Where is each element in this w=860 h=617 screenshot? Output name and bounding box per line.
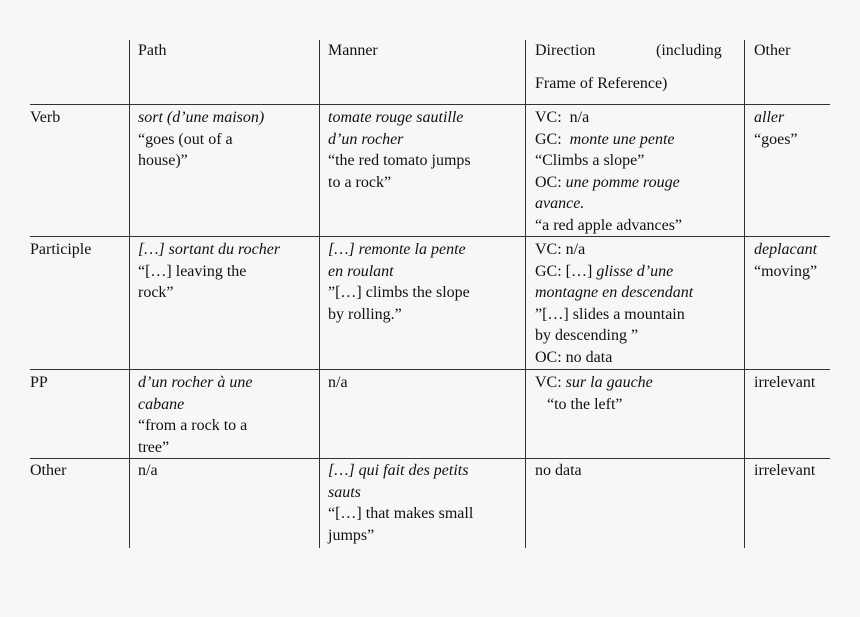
cell-line	[754, 129, 798, 151]
cell-line-text: une pomme rouge	[565, 173, 680, 191]
cell-line	[328, 261, 470, 283]
cell-line	[535, 372, 653, 394]
cell-line-text: […] sortant du rocher	[138, 241, 281, 258]
cell-line-text: “the red tomato jumps	[328, 152, 471, 169]
cell-line	[328, 372, 348, 394]
cell-line	[138, 415, 253, 437]
cell-manner	[328, 107, 471, 193]
cell-line-text: tomate rouge sautille	[328, 109, 464, 126]
row-divider-header	[30, 104, 830, 105]
cell-line	[138, 282, 280, 304]
cell-other	[754, 372, 815, 394]
cell-line	[328, 150, 471, 172]
cell-line-prefix	[535, 396, 547, 413]
cell-line-text: to a rock”	[328, 173, 392, 191]
cell-line	[328, 282, 470, 304]
cell-line	[535, 347, 693, 369]
cell-line	[535, 282, 693, 304]
cell-line-prefix: GC: […]	[535, 262, 597, 280]
cell-line	[535, 107, 682, 129]
cell-line-text: deplacant	[754, 241, 818, 258]
cell-manner	[328, 239, 470, 325]
cell-line-text: n/a	[328, 374, 348, 391]
cell-line	[328, 239, 470, 261]
cell-line-text: en roulant	[328, 262, 394, 280]
cell-line	[754, 107, 798, 129]
cell-line	[328, 503, 473, 525]
cell-line	[535, 150, 682, 172]
cell-line	[535, 129, 682, 151]
cell-line-text: “goes (out of a	[138, 130, 233, 148]
cell-line-text: no data	[535, 462, 582, 479]
cell-line	[754, 261, 817, 283]
cell-line-text: “from a rock to a	[138, 417, 248, 434]
cell-line	[138, 129, 264, 151]
cell-line-text: by descending ”	[535, 327, 639, 344]
cell-line-prefix: GC:	[535, 130, 570, 148]
cell-line	[535, 261, 693, 283]
cell-line-text: “goes”	[754, 130, 798, 148]
cell-line-prefix: OC:	[535, 173, 566, 191]
cell-path	[138, 107, 264, 172]
cell-line-text: tree”	[138, 438, 170, 456]
cell-line	[138, 107, 264, 129]
header-direction-including: (including	[656, 42, 722, 59]
cell-line-text: sort (d’une maison)	[138, 109, 265, 126]
cell-other	[754, 460, 815, 482]
cell-line-text: d’un rocher	[328, 130, 404, 148]
cell-line-text: glisse d’une	[596, 262, 674, 280]
cell-line	[535, 460, 582, 482]
cell-manner	[328, 460, 473, 546]
cell-line	[535, 325, 693, 347]
cell-line-prefix: VC:	[535, 241, 566, 258]
cell-line	[328, 129, 471, 151]
cell-line-text: no data	[565, 348, 613, 366]
cell-line-text: “to the left”	[547, 395, 623, 413]
cell-line	[754, 239, 817, 261]
cell-line-text: irrelevant	[754, 462, 816, 479]
cell-direction	[535, 107, 682, 236]
cell-line-text: ”[…] slides a mountain	[535, 305, 685, 323]
cell-line-text: cabane	[138, 395, 185, 413]
cell-other	[754, 239, 817, 282]
cell-line-text: rock”	[138, 284, 174, 301]
cell-line	[138, 261, 280, 283]
cell-line-text: aller	[754, 109, 785, 126]
cell-line	[535, 394, 653, 416]
cell-line-text: n/a	[138, 462, 158, 479]
row-divider-3	[30, 458, 830, 459]
cell-line	[535, 304, 693, 326]
cell-line-text: “[…] leaving the	[138, 262, 247, 280]
cell-manner	[328, 372, 348, 394]
cell-path	[138, 372, 253, 458]
cell-line	[138, 460, 158, 482]
cell-line-text: ”[…] climbs the slope	[328, 284, 470, 301]
cell-line-text: “Climbs a slope”	[535, 152, 645, 169]
cell-line	[138, 372, 253, 394]
cell-line-text: by rolling.”	[328, 305, 402, 323]
cell-line	[535, 172, 682, 194]
col-divider-1	[129, 40, 130, 548]
cell-line-text: avance.	[535, 195, 585, 212]
cell-line-text: “a red apple advances”	[535, 216, 683, 234]
row-label: Other	[30, 462, 67, 479]
cell-line	[328, 525, 473, 547]
header-manner: Manner	[328, 42, 378, 59]
row-label: PP	[30, 374, 48, 391]
cell-line-text: monte une pente	[569, 130, 675, 148]
cell-line-text: “moving”	[754, 262, 818, 280]
cell-line	[138, 437, 253, 459]
col-divider-3	[525, 40, 526, 548]
cell-line	[138, 239, 280, 261]
cell-line	[535, 215, 682, 237]
header-other: Other	[754, 42, 791, 59]
cell-line	[328, 304, 470, 326]
cell-line-text: jumps”	[328, 526, 375, 544]
header-direction-word: Direction	[535, 42, 596, 59]
cell-line-text: irrelevant	[754, 374, 816, 391]
row-divider-1	[30, 236, 830, 237]
cell-line	[328, 172, 471, 194]
cell-other	[754, 107, 798, 150]
cell-line-text: […] qui fait des petits	[328, 462, 469, 479]
header-direction-frame: Frame of Reference)	[535, 75, 668, 92]
cell-line	[138, 150, 264, 172]
cell-line	[754, 372, 815, 394]
cell-line-prefix: OC:	[535, 348, 566, 366]
row-divider-2	[30, 369, 830, 370]
row-label: Participle	[30, 241, 92, 258]
cell-direction	[535, 239, 693, 368]
cell-line-text: d’un rocher à une	[138, 374, 253, 391]
cell-line	[138, 394, 253, 416]
cell-line-text: house)”	[138, 152, 188, 169]
header-path: Path	[138, 42, 167, 59]
cell-path	[138, 460, 158, 482]
cell-line	[328, 460, 473, 482]
cell-direction	[535, 460, 582, 482]
cell-path	[138, 239, 280, 304]
cell-line-text: sur la gauche	[565, 374, 653, 391]
cell-direction	[535, 372, 653, 415]
cell-line	[328, 482, 473, 504]
cell-line-text: n/a	[565, 241, 586, 258]
cell-line-text: […] remonte la pente	[328, 241, 466, 258]
cell-line	[535, 193, 682, 215]
cell-line-prefix: VC:	[535, 109, 570, 126]
cell-line-text: sauts	[328, 483, 361, 501]
cell-line	[328, 107, 471, 129]
col-divider-4	[744, 40, 745, 548]
cell-line-prefix: VC:	[535, 374, 566, 391]
cell-line-text: montagne en descendant	[535, 284, 694, 301]
col-divider-2	[319, 40, 320, 548]
cell-line	[754, 460, 815, 482]
comparison-table	[30, 0, 830, 548]
row-label: Verb	[30, 109, 61, 126]
cell-line-text: n/a	[569, 109, 590, 126]
cell-line	[535, 239, 693, 261]
cell-line-text: “[…] that makes small	[328, 505, 474, 522]
